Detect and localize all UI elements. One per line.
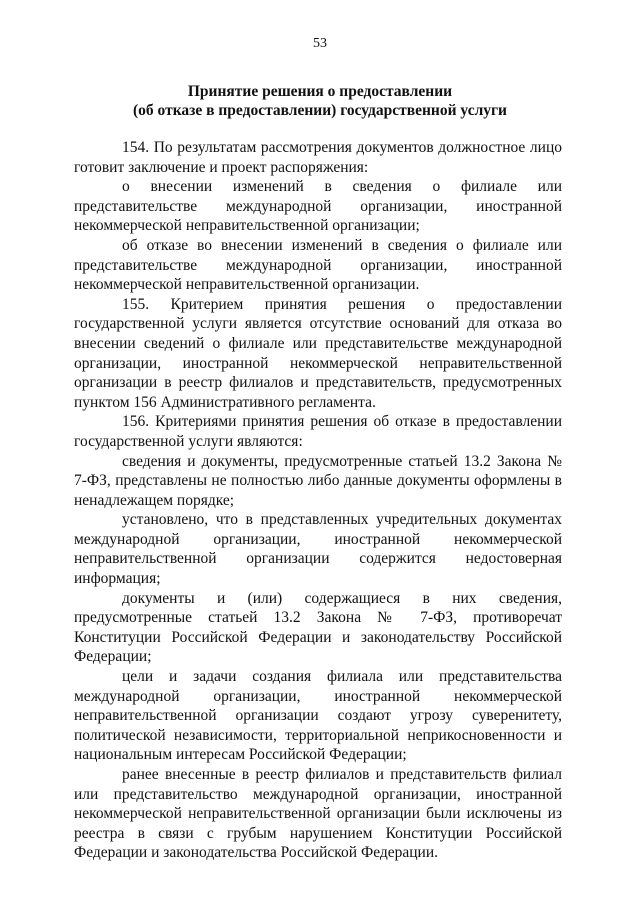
paragraph-option-amend: о внесении изменений в сведения о филиале или представительстве международной организации, иностранной некоммерческой неправительственной организации; (74, 178, 562, 235)
criterion-incomplete-documents: сведения и документы, предусмотренные статьей 13.2 Закона № 7-ФЗ, представлены не полностью либо данные документы оформлены в ненадлежащем порядке; (74, 452, 562, 509)
section-heading-line-1: Принятие решения о предоставлении (187, 83, 453, 100)
criterion-false-information: установлено, что в представленных учредительных документах международной организации, иностранной некоммерческой неправительственной организации содержится недостоверная информация; (74, 511, 562, 588)
criterion-contradicts-constitution: документы и (или) содержащиеся в них сведения, предусмотренные статьей 13.2 Закона № 7-ФЗ, противоречат Конституции Российской Федерации и законодательству Российской Федерации; (74, 589, 562, 666)
criterion-previously-excluded: ранее внесенные в реестр филиалов и представительств филиал или представительство международной организации, иностранной некоммерческой неправительственной организации были исключены из реестра в связи с грубым нарушением Конституции Российской Федерации и законодательства Российской Федерации. (74, 766, 562, 862)
page-number: 53 (313, 36, 327, 51)
paragraph-option-refuse: об отказе во внесении изменений в сведения о филиале или представительстве международной организации, иностранной некоммерческой неправительственной организации. (74, 236, 562, 294)
body-text (74, 138, 562, 863)
paragraph-154: 154. По результатам рассмотрения документов должностное лицо готовит заключение и проект распоряжения: (74, 139, 562, 176)
section-heading-line-2: (об отказе в предоставлении) государственной услуги (133, 102, 507, 119)
criterion-threat-to-sovereignty: цели и задачи создания филиала или представительства международной организации, иностранной некоммерческой неправительственной организации создают угрозу суверенитету, политической независимости, территориальной неприкосновенности и национальным интересам Российской Федерации; (74, 668, 562, 764)
section-heading (60, 82, 580, 120)
paragraph-156: 156. Критериями принятия решения об отказе в предоставлении государственной услуги являются: (74, 413, 562, 450)
paragraph-155: 155. Критерием принятия решения о предоставлении государственной услуги является отсутствие оснований для отказа во внесении сведений о филиале или представительстве международной организации, иностранной некоммерческой неправительственной организации в реестр филиалов и представительств, предусмотренных пунктом 156 Административного регламента. (74, 295, 562, 411)
